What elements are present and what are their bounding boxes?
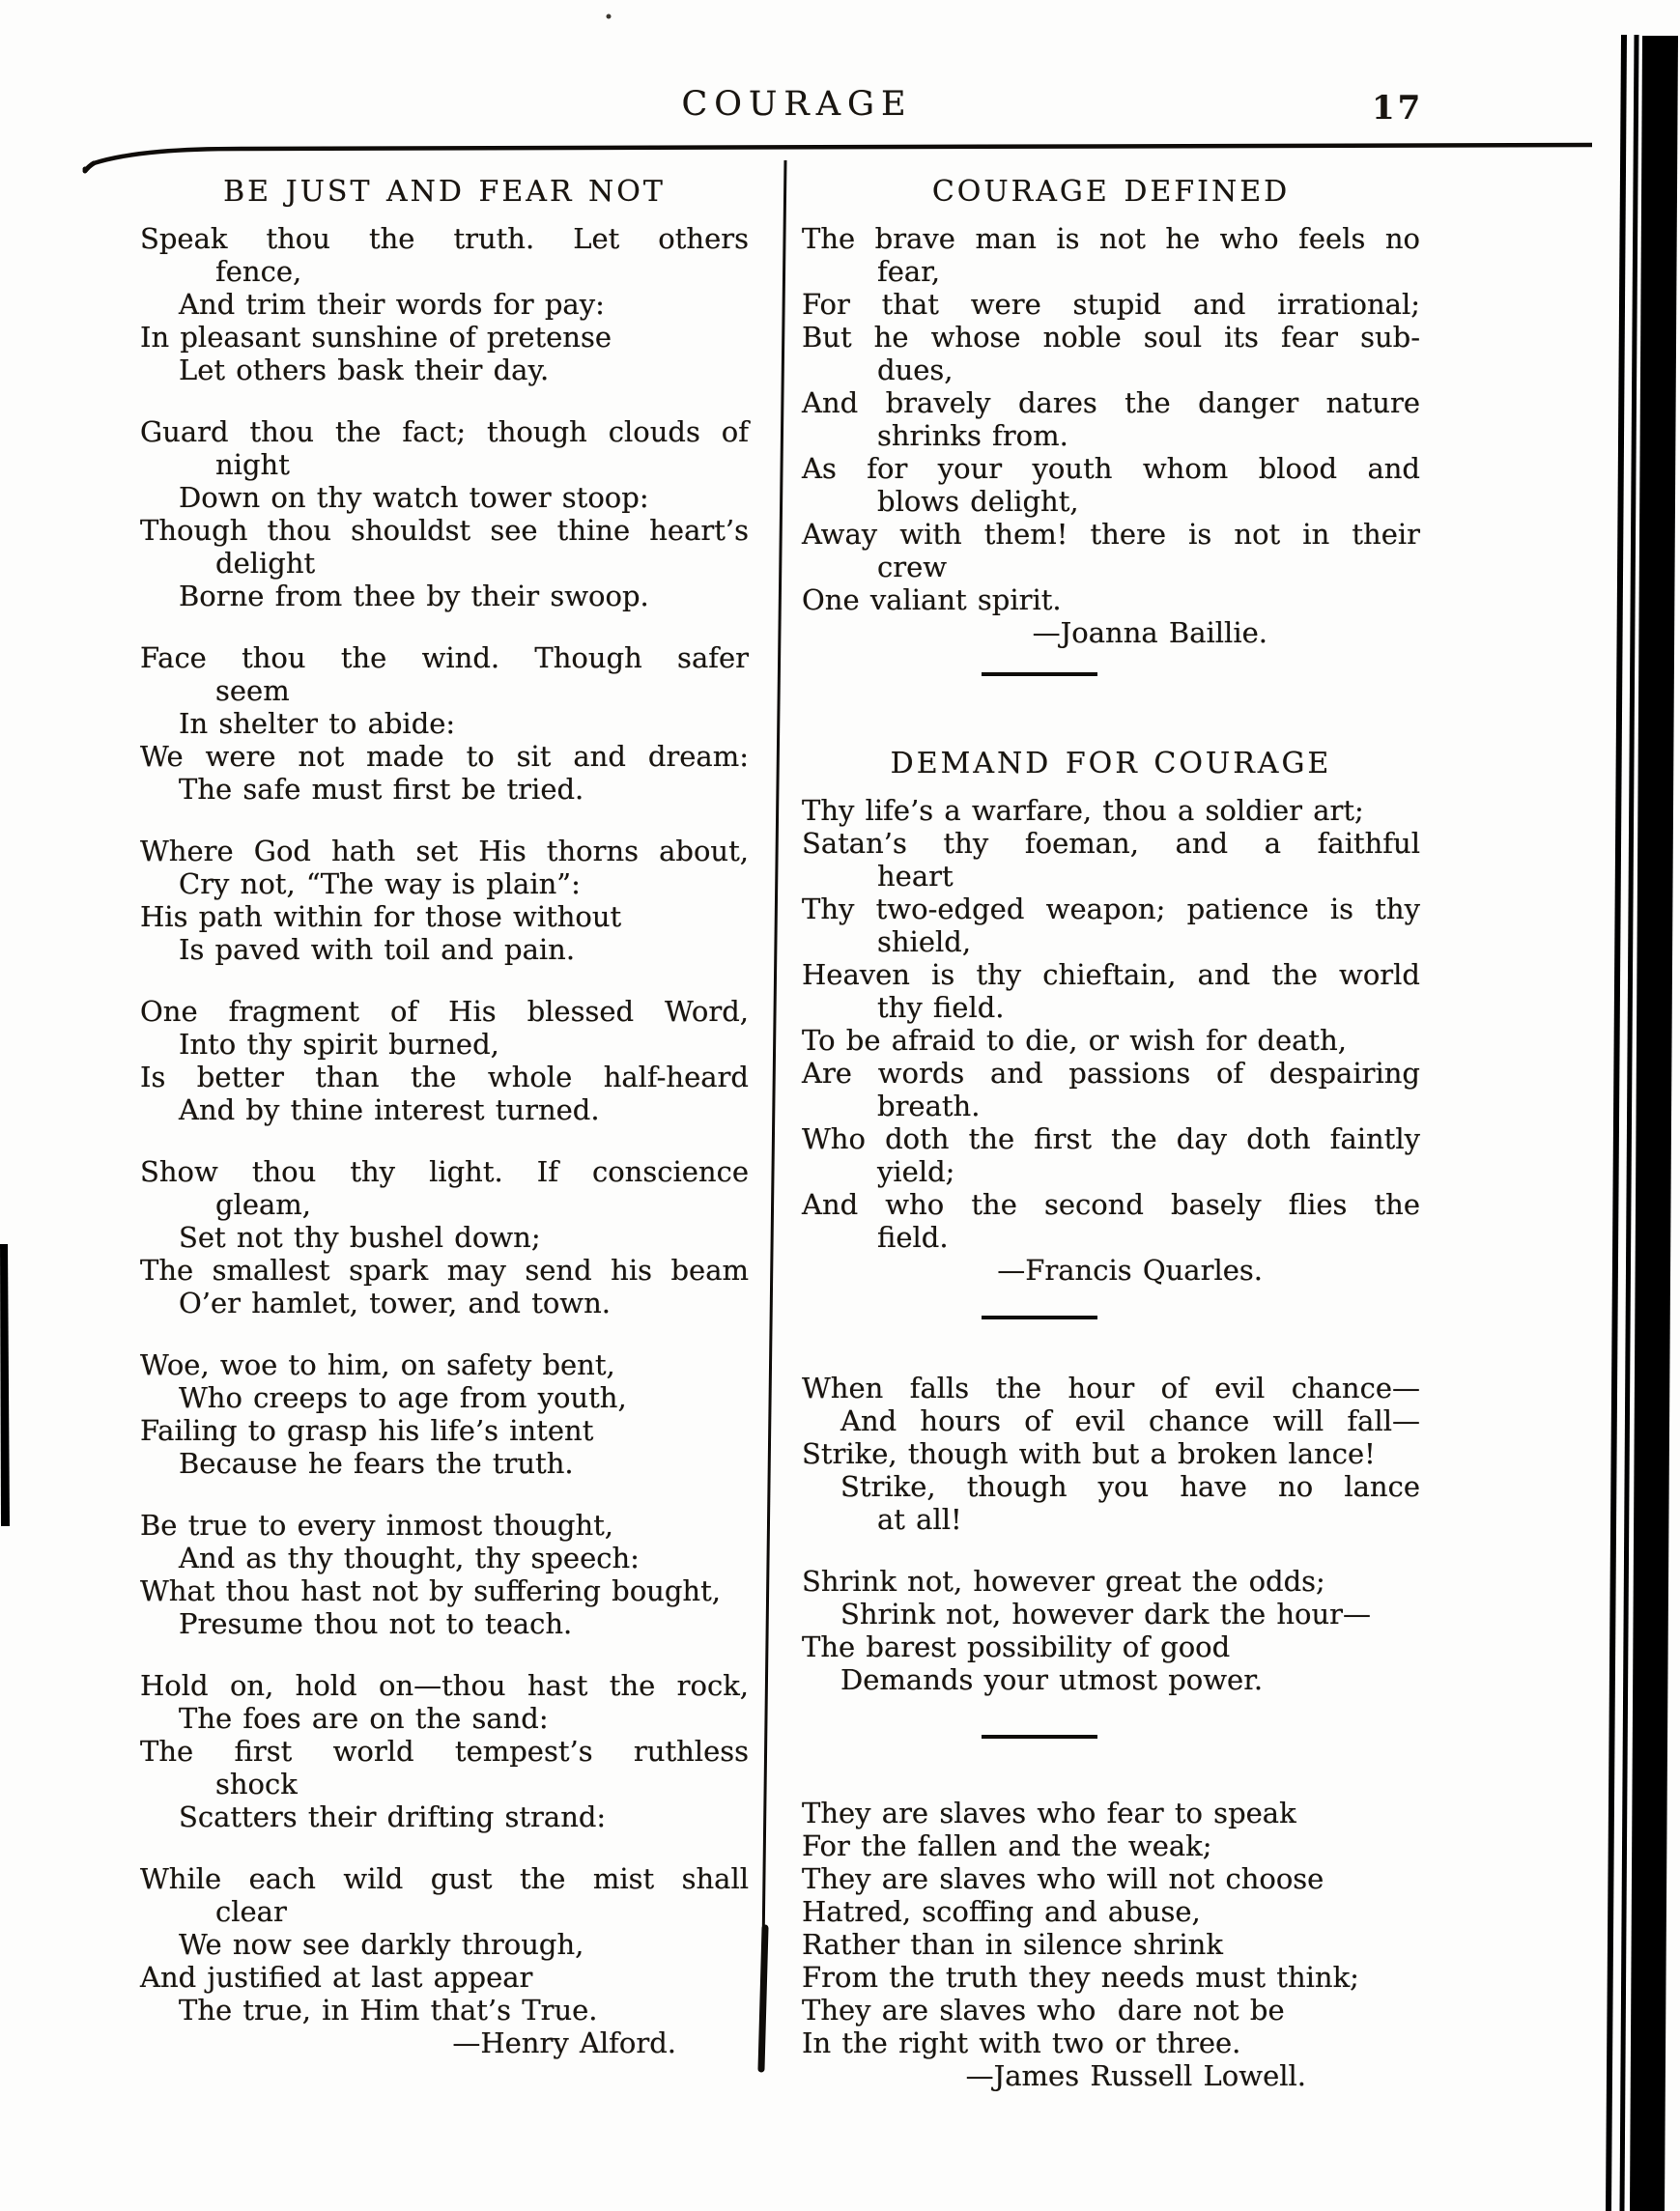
poem-line: The first world tempest’s ruthless [140,1735,749,1768]
right-column [802,0,1420,2092]
poem-line: at all! [877,1503,962,1536]
poem-line: Woe, woe to him, on safety bent, [140,1348,615,1381]
poem-line: In the right with two or three. [802,2027,1241,2059]
poem-line: shrinks from. [877,419,1068,452]
poem-line: And trim their words for pay: [179,288,605,321]
poem-line: Scatters their drifting strand: [179,1800,607,1833]
poem-line: For that were stupid and irrational; [802,288,1420,321]
attribution-james-russell-lowell: —James Russell Lowell. [965,2059,1306,2092]
poem-line: Rather than in silence shrink [802,1928,1223,1961]
stanza [140,995,749,1126]
poem-line: Cry not, “The way is plain”: [179,867,581,900]
poem-line: When falls the hour of evil chance— [802,1372,1420,1404]
poem-line: And by thine interest turned. [179,1093,600,1126]
poem-line: One fragment of His blessed Word, [140,995,749,1028]
poem-line: Is better than the whole half-heard [140,1061,749,1093]
poem-title-demand-for-courage: DEMAND FOR COURAGE [890,747,1332,780]
stanza [140,1155,749,1319]
page-number: 17 [1372,89,1424,128]
poem-line: And who the second basely flies the [802,1188,1420,1221]
stanza [802,222,1420,616]
poem-line: Failing to grasp his life’s intent [140,1414,594,1447]
poem-line: Heaven is thy chieftain, and the world [802,958,1420,991]
poem-line: And hours of evil chance will fall— [840,1404,1420,1437]
section-separator [982,672,1097,676]
poem-line: The barest possibility of good [802,1630,1231,1663]
poem-line: Are words and passions of despairing [802,1057,1420,1090]
poem-line: For the fallen and the weak; [802,1829,1212,1862]
poem-line: heart [877,860,954,893]
poem-line: Who doth the first the day doth faintly [802,1122,1420,1155]
poem-line: They are slaves who will not choose [802,1862,1324,1895]
poem-line: clear [215,1895,287,1928]
poem-line: Borne from thee by their swoop. [179,580,649,612]
poem-line: The safe must first be tried. [179,773,584,806]
stanza [140,1862,749,2027]
poem-line: We now see darkly through, [179,1928,584,1961]
stanza [802,794,1420,1254]
poem-line: Demands your utmost power. [840,1663,1264,1696]
poem-line: In shelter to abide: [179,707,456,740]
poem-line: dues, [877,354,954,386]
scan-bar-thin [1622,35,1637,2211]
poem-line: blows delight, [877,485,1079,518]
poem-line: Is paved with toil and pain. [179,933,576,966]
stanza [140,641,749,806]
poem-line: And justified at last appear [140,1961,533,1994]
poem-line: Down on thy watch tower stoop: [179,481,649,514]
stanza [140,1509,749,1640]
poem-line: We were not made to sit and dream: [140,740,749,773]
poem-line: Away with them! there is not in their [802,518,1420,551]
poem-line: Set not thy bushel down; [179,1221,541,1254]
poem-line: breath. [877,1090,981,1122]
stanza [140,222,749,386]
stanza [140,835,749,966]
poem-line: Where God hath set His thorns about, [140,835,749,867]
poem-title-courage-defined: COURAGE DEFINED [931,175,1291,209]
poem-line: gleam, [215,1188,312,1221]
poem-line: fear, [877,255,941,288]
attribution-henry-alford: —Henry Alford. [452,2027,676,2059]
header-rule-hook [85,163,94,171]
poem-line: While each wild gust the mist shall [140,1862,749,1895]
poem-line: Presume thou not to teach. [179,1607,573,1640]
poem-line: From the truth they needs must think; [802,1961,1359,1994]
poem-line: O’er hamlet, tower, and town. [179,1287,612,1319]
scan-bar-thin [1609,35,1624,2211]
poem-line: Though thou shouldst see thine heart’s [140,514,749,547]
poem-line: The smallest spark may send his beam [140,1254,749,1287]
column-divider [763,160,785,1951]
poem-line: As for your youth whom blood and [802,452,1420,485]
attribution-joanna-baillie: —Joanna Baillie. [1032,616,1267,649]
stanza [140,1348,749,1480]
poem-line: delight [215,547,316,580]
stanza [802,1797,1420,2059]
poem-line: The true, in Him that’s True. [179,1994,598,2027]
poem-line: Hatred, scoffing and abuse, [802,1895,1201,1928]
poem-line: Hold on, hold on—thou hast the rock, [140,1669,749,1702]
scan-bar-thick [1630,36,1678,2211]
poem-line: Shrink not, however dark the hour— [840,1598,1372,1630]
scan-bar-left [0,1244,10,1526]
poem-line: night [215,448,290,481]
poem-line: And bravely dares the danger nature [802,386,1420,419]
section-separator [982,1316,1097,1319]
poem-title-be-just-and-fear-not: BE JUST AND FEAR NOT [223,175,666,209]
poem-line: One valiant spirit. [802,583,1062,616]
poem-line: To be afraid to die, or wish for death, [802,1024,1347,1057]
poem-line: Who creeps to age from youth, [179,1381,627,1414]
stanza [802,1565,1420,1696]
poem-line: His path within for those without [140,900,622,933]
poem-line: They are slaves who dare not be [802,1994,1285,2027]
poem-line: shield, [877,925,972,958]
poem-line: seem [215,674,290,707]
poem-line: Strike, though with but a broken lance! [802,1437,1376,1470]
column-divider-blob [761,1928,765,2069]
poem-line: Show thou thy light. If conscience [140,1155,749,1188]
poem-line: Thy life’s a warfare, thou a soldier art; [802,794,1364,827]
poem-line: Let others bask their day. [179,354,550,386]
running-head: COURAGE [681,85,913,124]
poem-line: What thou hast not by suffering bought, [140,1574,721,1607]
poem-line: crew [877,551,948,583]
poem-line: thy field. [877,991,1005,1024]
poem-line: They are slaves who fear to speak [802,1797,1296,1829]
stanza [802,1372,1420,1536]
attribution-francis-quarles: —Francis Quarles. [997,1254,1263,1287]
poem-line: Satan’s thy foeman, and a faithful [802,827,1420,860]
poem-line: The foes are on the sand: [179,1702,549,1735]
poem-line: Shrink not, however great the odds; [802,1565,1325,1598]
poem-line: Into thy spirit burned, [179,1028,499,1061]
stanza [140,415,749,612]
poem-line: field. [877,1221,949,1254]
poem-line: Thy two-edged weapon; patience is thy [802,893,1420,925]
poem-line: And as thy thought, thy speech: [179,1542,640,1574]
poem-line: The brave man is not he who feels no [802,222,1420,255]
poem-line: But he whose noble soul its fear sub- [802,321,1420,354]
poem-line: Strike, though you have no lance [840,1470,1420,1503]
poem-line: yield; [877,1155,955,1188]
left-column [140,0,749,2059]
poem-line: fence, [215,255,302,288]
poem-line: Guard thou the fact; though clouds of [140,415,749,448]
poem-line: shock [215,1768,298,1800]
poem-line: In pleasant sunshine of pretense [140,321,612,354]
stanza [140,1669,749,1833]
poem-line: Speak thou the truth. Let others [140,222,749,255]
poem-line: Face thou the wind. Though safer [140,641,749,674]
section-separator [982,1735,1097,1739]
ink-speck [83,167,88,172]
poem-line: Be true to every inmost thought, [140,1509,614,1542]
poem-line: Because he fears the truth. [179,1447,574,1480]
